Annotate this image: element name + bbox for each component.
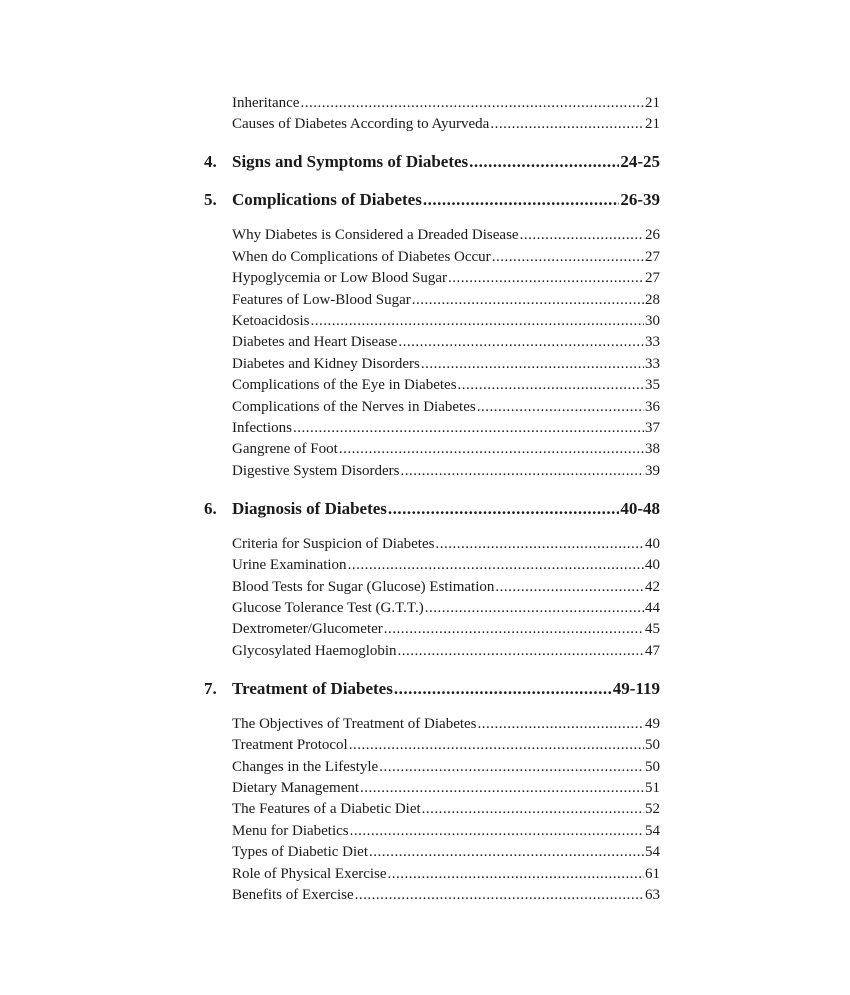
page-number: 28 (645, 291, 660, 308)
dot-leader (490, 114, 644, 135)
dot-leader (478, 714, 644, 735)
section-entry (232, 714, 660, 735)
dot-leader (469, 150, 619, 174)
page-number: 49-119 (612, 678, 660, 698)
section-entry (232, 311, 660, 332)
section-entry (232, 354, 660, 375)
dot-leader (349, 735, 644, 756)
chapter-title: Treatment of Diabetes (232, 678, 393, 698)
dot-leader (379, 757, 644, 778)
dot-leader (398, 641, 644, 662)
dot-leader (425, 598, 644, 619)
section-title: Complications of the Nerves in Diabetes (232, 398, 476, 415)
section-title: Blood Tests for Sugar (Glucose) Estimation (232, 578, 495, 595)
page-number: 54 (645, 822, 660, 839)
page-number: 51 (645, 780, 660, 796)
section-entry (232, 439, 660, 460)
page-number: 61 (645, 865, 660, 882)
dot-leader (422, 799, 644, 820)
section-title: Changes in the Lifestyle (232, 758, 379, 775)
section-entry (232, 735, 660, 756)
section-entry (232, 821, 660, 842)
section-entry (232, 885, 660, 906)
section-entry (232, 418, 660, 439)
page-number: 26 (645, 227, 660, 244)
chapter-entry (204, 677, 660, 701)
section-title: Infections (232, 420, 292, 436)
page-number: 50 (645, 758, 660, 775)
page-number: 39 (645, 462, 660, 479)
page-number: 54 (645, 844, 660, 861)
dot-leader (384, 619, 644, 640)
dot-leader (398, 332, 644, 353)
section-title: Complications of the Eye in Diabetes (232, 377, 457, 394)
section-title: Glycosylated Haemoglobin (232, 642, 397, 659)
page-number: 45 (645, 621, 660, 638)
section-entry (232, 778, 660, 799)
chapter-title: Complications of Diabetes (232, 190, 422, 210)
section-title: Digestive System Disorders (232, 462, 400, 479)
page-number: 52 (645, 801, 660, 818)
dot-leader (293, 418, 644, 439)
chapter-title: Signs and Symptoms of Diabetes (232, 152, 469, 172)
section-entry (232, 864, 660, 885)
page-number: 21 (645, 116, 660, 133)
section-title: Glucose Tolerance Test (G.T.T.) (232, 600, 424, 616)
section-entry (232, 641, 660, 662)
section-title: When do Complications of Diabetes Occur (232, 248, 491, 265)
section-entry (232, 332, 660, 353)
section-title: Dextrometer/Glucometer (232, 621, 383, 638)
section-title: Benefits of Exercise (232, 887, 354, 903)
dot-leader (388, 497, 619, 521)
dot-leader (355, 885, 644, 906)
section-entry (232, 555, 660, 576)
page-number: 33 (645, 334, 660, 351)
page-number: 21 (645, 95, 660, 111)
section-entry (232, 799, 660, 820)
page-number: 44 (645, 600, 660, 616)
dot-leader (369, 842, 644, 863)
page-number: 30 (645, 313, 660, 329)
page-number: 50 (645, 737, 660, 754)
dot-leader (492, 247, 644, 268)
section-entry (232, 225, 660, 246)
section-title: Treatment Protocol (232, 737, 348, 754)
page-number: 40 (645, 557, 660, 574)
section-entry (232, 619, 660, 640)
dot-leader (421, 354, 644, 375)
section-entry (232, 842, 660, 863)
section-title: Diabetes and Kidney Disorders (232, 355, 420, 372)
chapter-number: 6. (204, 498, 217, 518)
dot-leader (435, 534, 644, 555)
section-title: Types of Diabetic Diet (232, 844, 368, 861)
chapter-entry (204, 150, 660, 174)
dot-leader (348, 555, 644, 576)
section-title: Gangrene of Foot (232, 441, 338, 458)
dot-leader (423, 188, 620, 212)
page-number: 26-39 (620, 190, 660, 210)
page-number: 24-25 (620, 152, 660, 172)
dot-leader (412, 290, 644, 311)
section-entry (232, 268, 660, 289)
page-number: 33 (645, 355, 660, 372)
chapter-title: Diagnosis of Diabetes (232, 498, 387, 518)
page-number: 40 (645, 535, 660, 552)
dot-leader (300, 93, 644, 114)
section-entry (232, 598, 660, 619)
chapter-entry (204, 497, 660, 521)
section-entry (232, 757, 660, 778)
chapter-entry (204, 188, 660, 212)
dot-leader (520, 225, 644, 246)
dot-leader (458, 375, 644, 396)
page-number: 49 (645, 715, 660, 732)
dot-leader (360, 778, 644, 799)
dot-leader (339, 439, 644, 460)
section-entry (232, 247, 660, 268)
section-title: Criteria for Suspicion of Diabetes (232, 535, 435, 552)
section-title: Why Diabetes is Considered a Dreaded Disease (232, 227, 519, 244)
section-title: Inheritance (232, 95, 300, 111)
section-entry (232, 534, 660, 555)
section-title: Causes of Diabetes According to Ayurveda (232, 116, 490, 133)
section-entry (232, 114, 660, 135)
section-title: Diabetes and Heart Disease (232, 334, 398, 351)
page-number: 47 (645, 642, 660, 659)
section-title: Dietary Management (232, 780, 360, 796)
page-number: 37 (645, 420, 660, 436)
section-entry (232, 290, 660, 311)
section-title: Ketoacidosis (232, 313, 310, 329)
section-entry (232, 375, 660, 396)
section-entry (232, 461, 660, 482)
page-number: 38 (645, 441, 660, 458)
section-title: Role of Physical Exercise (232, 865, 387, 882)
section-title: Features of Low-Blood Sugar (232, 291, 411, 308)
dot-leader (477, 397, 644, 418)
section-entry (232, 397, 660, 418)
page-number: 35 (645, 377, 660, 394)
page-number: 27 (645, 270, 660, 287)
section-title: The Objectives of Treatment of Diabetes (232, 715, 477, 732)
section-title: Menu for Diabetics (232, 822, 349, 839)
section-title: Hypoglycemia or Low Blood Sugar (232, 270, 447, 287)
dot-leader (394, 677, 612, 701)
section-title: Urine Examination (232, 557, 347, 574)
chapter-number: 5. (204, 190, 217, 210)
dot-leader (495, 577, 644, 598)
page-number: 27 (645, 248, 660, 265)
chapter-number: 7. (204, 678, 217, 698)
dot-leader (310, 311, 644, 332)
dot-leader (448, 268, 644, 289)
dot-leader (388, 864, 644, 885)
section-title: The Features of a Diabetic Diet (232, 801, 421, 818)
section-entry (232, 93, 660, 114)
dot-leader (350, 821, 644, 842)
page-number: 36 (645, 398, 660, 415)
chapter-number: 4. (204, 152, 217, 172)
page-number: 63 (645, 887, 660, 903)
page-number: 42 (645, 578, 660, 595)
page-number: 40-48 (620, 498, 660, 518)
section-entry (232, 577, 660, 598)
dot-leader (400, 461, 644, 482)
